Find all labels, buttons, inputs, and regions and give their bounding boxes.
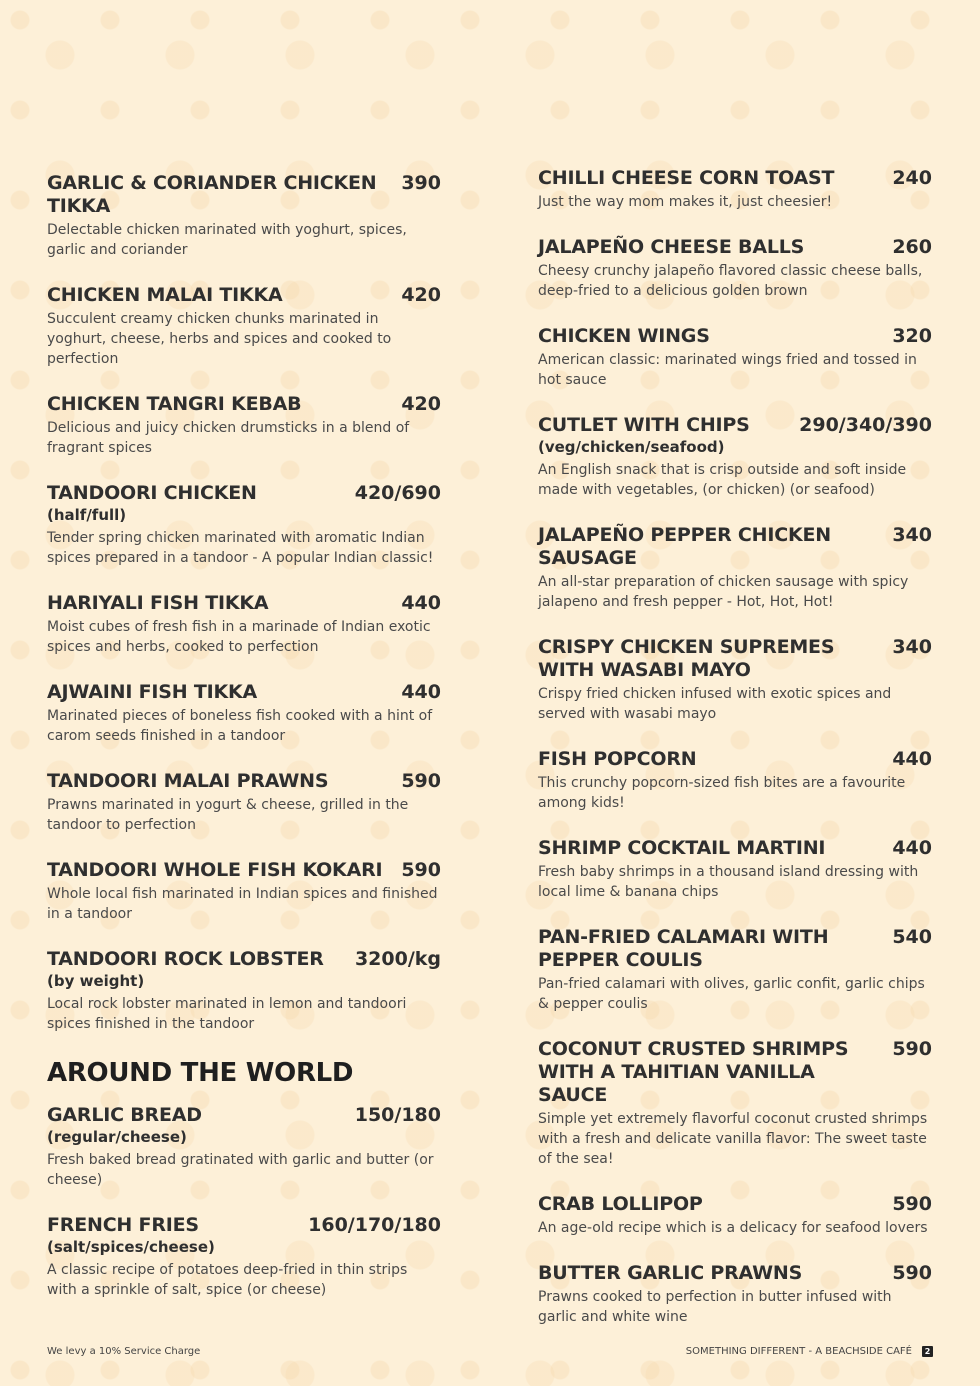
left-items-list (47, 172, 441, 1034)
menu-item-description: Marinated pieces of boneless fish cooked with a hint of carom seeds finished in a tandoor (47, 708, 433, 744)
menu-item-price: 440 (892, 837, 932, 859)
menu-item-header (47, 770, 441, 793)
menu-item-price: 3200/kg (354, 948, 441, 970)
menu-item-price: 340 (892, 524, 932, 546)
menu-item-price: 590 (892, 1262, 932, 1284)
menu-item (538, 636, 932, 724)
menu-item (538, 926, 932, 1014)
menu-item-name: TANDOORI CHICKEN (47, 482, 257, 504)
menu-item-price: 420/690 (354, 482, 441, 504)
menu-item-price: 160/170/180 (308, 1214, 441, 1236)
menu-item-header (47, 482, 441, 505)
menu-item-description: Simple yet extremely flavorful coconut crusted shrimps with a fresh and delicate vanilla flavor: The sweet taste of the sea! (538, 1111, 928, 1167)
footer-brand (686, 1346, 933, 1357)
menu-item (47, 681, 441, 746)
menu-item-price: 440 (401, 592, 441, 614)
menu-item-name: CRAB LOLLIPOP (538, 1193, 703, 1215)
menu-item (538, 1262, 932, 1327)
menu-item (538, 1038, 932, 1169)
menu-item-description: Cheesy crunchy jalapeño flavored classic cheese balls, deep-fried to a delicious golden brown (538, 263, 923, 299)
page-number: 2 (922, 1346, 933, 1357)
menu-item-name: JALAPEÑO CHEESE BALLS (538, 236, 805, 258)
right-column (538, 167, 932, 1351)
menu-item-description: Moist cubes of fresh fish in a marinade of Indian exotic spices and herbs, cooked to perfection (47, 619, 431, 655)
menu-item-description: Fresh baked bread gratinated with garlic and butter (or cheese) (47, 1152, 434, 1188)
menu-item (538, 1193, 932, 1238)
menu-item (47, 948, 441, 1034)
menu-item-header (538, 414, 932, 437)
menu-item (47, 1104, 441, 1190)
menu-item-description: Delectable chicken marinated with yoghurt, spices, garlic and coriander (47, 222, 407, 258)
menu-item (47, 592, 441, 657)
menu-item-header (538, 167, 932, 190)
menu-item-name: TANDOORI MALAI PRAWNS (47, 770, 329, 792)
menu-item-price: 340 (892, 636, 932, 658)
menu-item-description: An age-old recipe which is a delicacy for seafood lovers (538, 1220, 928, 1236)
menu-item-description: Crispy fried chicken infused with exotic spices and served with wasabi mayo (538, 686, 892, 722)
menu-item-header (538, 325, 932, 348)
menu-item-header (47, 1214, 441, 1237)
menu-item (47, 284, 441, 369)
menu-item-options: (veg/chicken/seafood) (538, 438, 725, 456)
menu-item-description: This crunchy popcorn-sized fish bites are a favourite among kids! (538, 775, 906, 811)
menu-item (538, 414, 932, 500)
menu-item-header (538, 1038, 932, 1107)
menu-item-header (538, 1262, 932, 1285)
menu-item-description: An English snack that is crisp outside and soft inside made with vegetables, (or chicken) (or seafood) (538, 462, 907, 498)
menu-item-options: (by weight) (47, 972, 145, 990)
menu-item-header (538, 1193, 932, 1216)
menu-item-name: CHILLI CHEESE CORN TOAST (538, 167, 835, 189)
menu-item (47, 172, 441, 260)
menu-item-name: JALAPEÑO PEPPER CHICKEN SAUSAGE (538, 524, 831, 569)
menu-item-price: 440 (892, 748, 932, 770)
menu-item-price: 590 (892, 1193, 932, 1215)
menu-item-header (47, 172, 441, 218)
menu-item (538, 236, 932, 301)
menu-item (47, 1214, 441, 1300)
menu-item-name: FISH POPCORN (538, 748, 697, 770)
menu-item-price: 320 (892, 325, 932, 347)
service-charge-note: We levy a 10% Service Charge (47, 1346, 201, 1357)
footer-brand-text: SOMETHING DIFFERENT - A BEACHSIDE CAFÉ (685, 1346, 912, 1357)
menu-item-name: GARLIC BREAD (47, 1104, 202, 1126)
menu-item-header (47, 681, 441, 704)
menu-item-price: 590 (401, 859, 441, 881)
menu-item-name: CUTLET WITH CHIPS (538, 414, 750, 436)
menu-item (47, 393, 441, 458)
menu-item-description: Succulent creamy chicken chunks marinated in yoghurt, cheese, herbs and spices and cooked to perfection (47, 311, 392, 367)
menu-item (538, 167, 932, 212)
menu-item-price: 540 (892, 926, 932, 948)
menu-item-header (538, 636, 932, 682)
menu-item-header (47, 393, 441, 416)
menu-item-name: SHRIMP COCKTAIL MARTINI (538, 837, 826, 859)
menu-item-description: Delicious and juicy chicken drumsticks in a blend of fragrant spices (47, 420, 410, 456)
menu-item-name: BUTTER GARLIC PRAWNS (538, 1262, 803, 1284)
menu-item-header (47, 592, 441, 615)
menu-item-header (47, 948, 441, 971)
menu-item-price: 590 (401, 770, 441, 792)
section-title: AROUND THE WORLD (47, 1058, 354, 1088)
menu-item-price: 240 (892, 167, 932, 189)
menu-item-name: CHICKEN TANGRI KEBAB (47, 393, 302, 415)
menu-item-header (538, 748, 932, 771)
menu-item-description: Tender spring chicken marinated with aromatic Indian spices prepared in a tandoor - A popular Indian classic! (47, 530, 434, 566)
menu-item-header (538, 236, 932, 259)
menu-item-name: PAN-FRIED CALAMARI WITH PEPPER COULIS (538, 926, 829, 971)
menu-item-name: CHICKEN MALAI TIKKA (47, 284, 283, 306)
menu-item-name: CRISPY CHICKEN SUPREMES WITH WASABI MAYO (538, 636, 835, 681)
menu-item-options: (half/full) (47, 506, 127, 524)
menu-item-name: CHICKEN WINGS (538, 325, 710, 347)
menu-item-header (47, 284, 441, 307)
menu-item (47, 859, 441, 924)
menu-item-name: GARLIC & CORIANDER CHICKEN TIKKA (47, 172, 377, 217)
menu-item-name: COCONUT CRUSTED SHRIMPS WITH A TAHITIAN VANILLA SAUCE (538, 1038, 849, 1106)
menu-item-header (538, 524, 932, 570)
menu-item-price: 150/180 (354, 1104, 441, 1126)
menu-item-description: An all-star preparation of chicken sausage with spicy jalapeno and fresh pepper - Hot, Hot, Hot! (538, 574, 909, 610)
menu-item-price: 420 (401, 284, 441, 306)
menu-item-description: Just the way mom makes it, just cheesier! (538, 194, 833, 210)
menu-item-header (47, 1104, 441, 1127)
menu-item-options: (regular/cheese) (47, 1128, 187, 1146)
menu-item-name: FRENCH FRIES (47, 1214, 199, 1236)
menu-item-description: Whole local fish marinated in Indian spices and finished in a tandoor (47, 886, 438, 922)
menu-item (538, 748, 932, 813)
menu-item-price: 390 (401, 172, 441, 194)
menu-item-price: 590 (892, 1038, 932, 1060)
menu-item-name: HARIYALI FISH TIKKA (47, 592, 269, 614)
menu-item-header (538, 926, 932, 972)
menu-item-price: 440 (401, 681, 441, 703)
menu-item-description: Pan-fried calamari with olives, garlic confit, garlic chips & pepper coulis (538, 976, 925, 1012)
menu-item-name: TANDOORI WHOLE FISH KOKARI (47, 859, 383, 881)
menu-item-description: A classic recipe of potatoes deep-fried in thin strips with a sprinkle of salt, spice (or cheese) (47, 1262, 408, 1298)
menu-item-name: AJWAINI FISH TIKKA (47, 681, 258, 703)
menu-item-description: Prawns cooked to perfection in butter infused with garlic and white wine (538, 1289, 892, 1325)
menu-item-price: 260 (892, 236, 932, 258)
menu-item (538, 524, 932, 612)
menu-item-name: TANDOORI ROCK LOBSTER (47, 948, 324, 970)
menu-item (47, 770, 441, 835)
menu-item-price: 420 (401, 393, 441, 415)
menu-item (538, 325, 932, 390)
menu-item-description: Local rock lobster marinated in lemon and tandoori spices finished in the tandoor (47, 996, 407, 1032)
menu-item (538, 837, 932, 902)
left-column (47, 172, 441, 1324)
menu-item-description: American classic: marinated wings fried and tossed in hot sauce (538, 352, 917, 388)
menu-item-description: Fresh baby shrimps in a thousand island dressing with local lime & banana chips (538, 864, 919, 900)
menu-item-price: 290/340/390 (799, 414, 932, 436)
menu-item-header (538, 837, 932, 860)
menu-item-description: Prawns marinated in yogurt & cheese, grilled in the tandoor to perfection (47, 797, 409, 833)
menu-item (47, 482, 441, 568)
world-items-list (47, 1104, 441, 1300)
menu-item-header (47, 859, 441, 882)
menu-item-options: (salt/spices/cheese) (47, 1238, 215, 1256)
right-items-list (538, 167, 932, 1327)
